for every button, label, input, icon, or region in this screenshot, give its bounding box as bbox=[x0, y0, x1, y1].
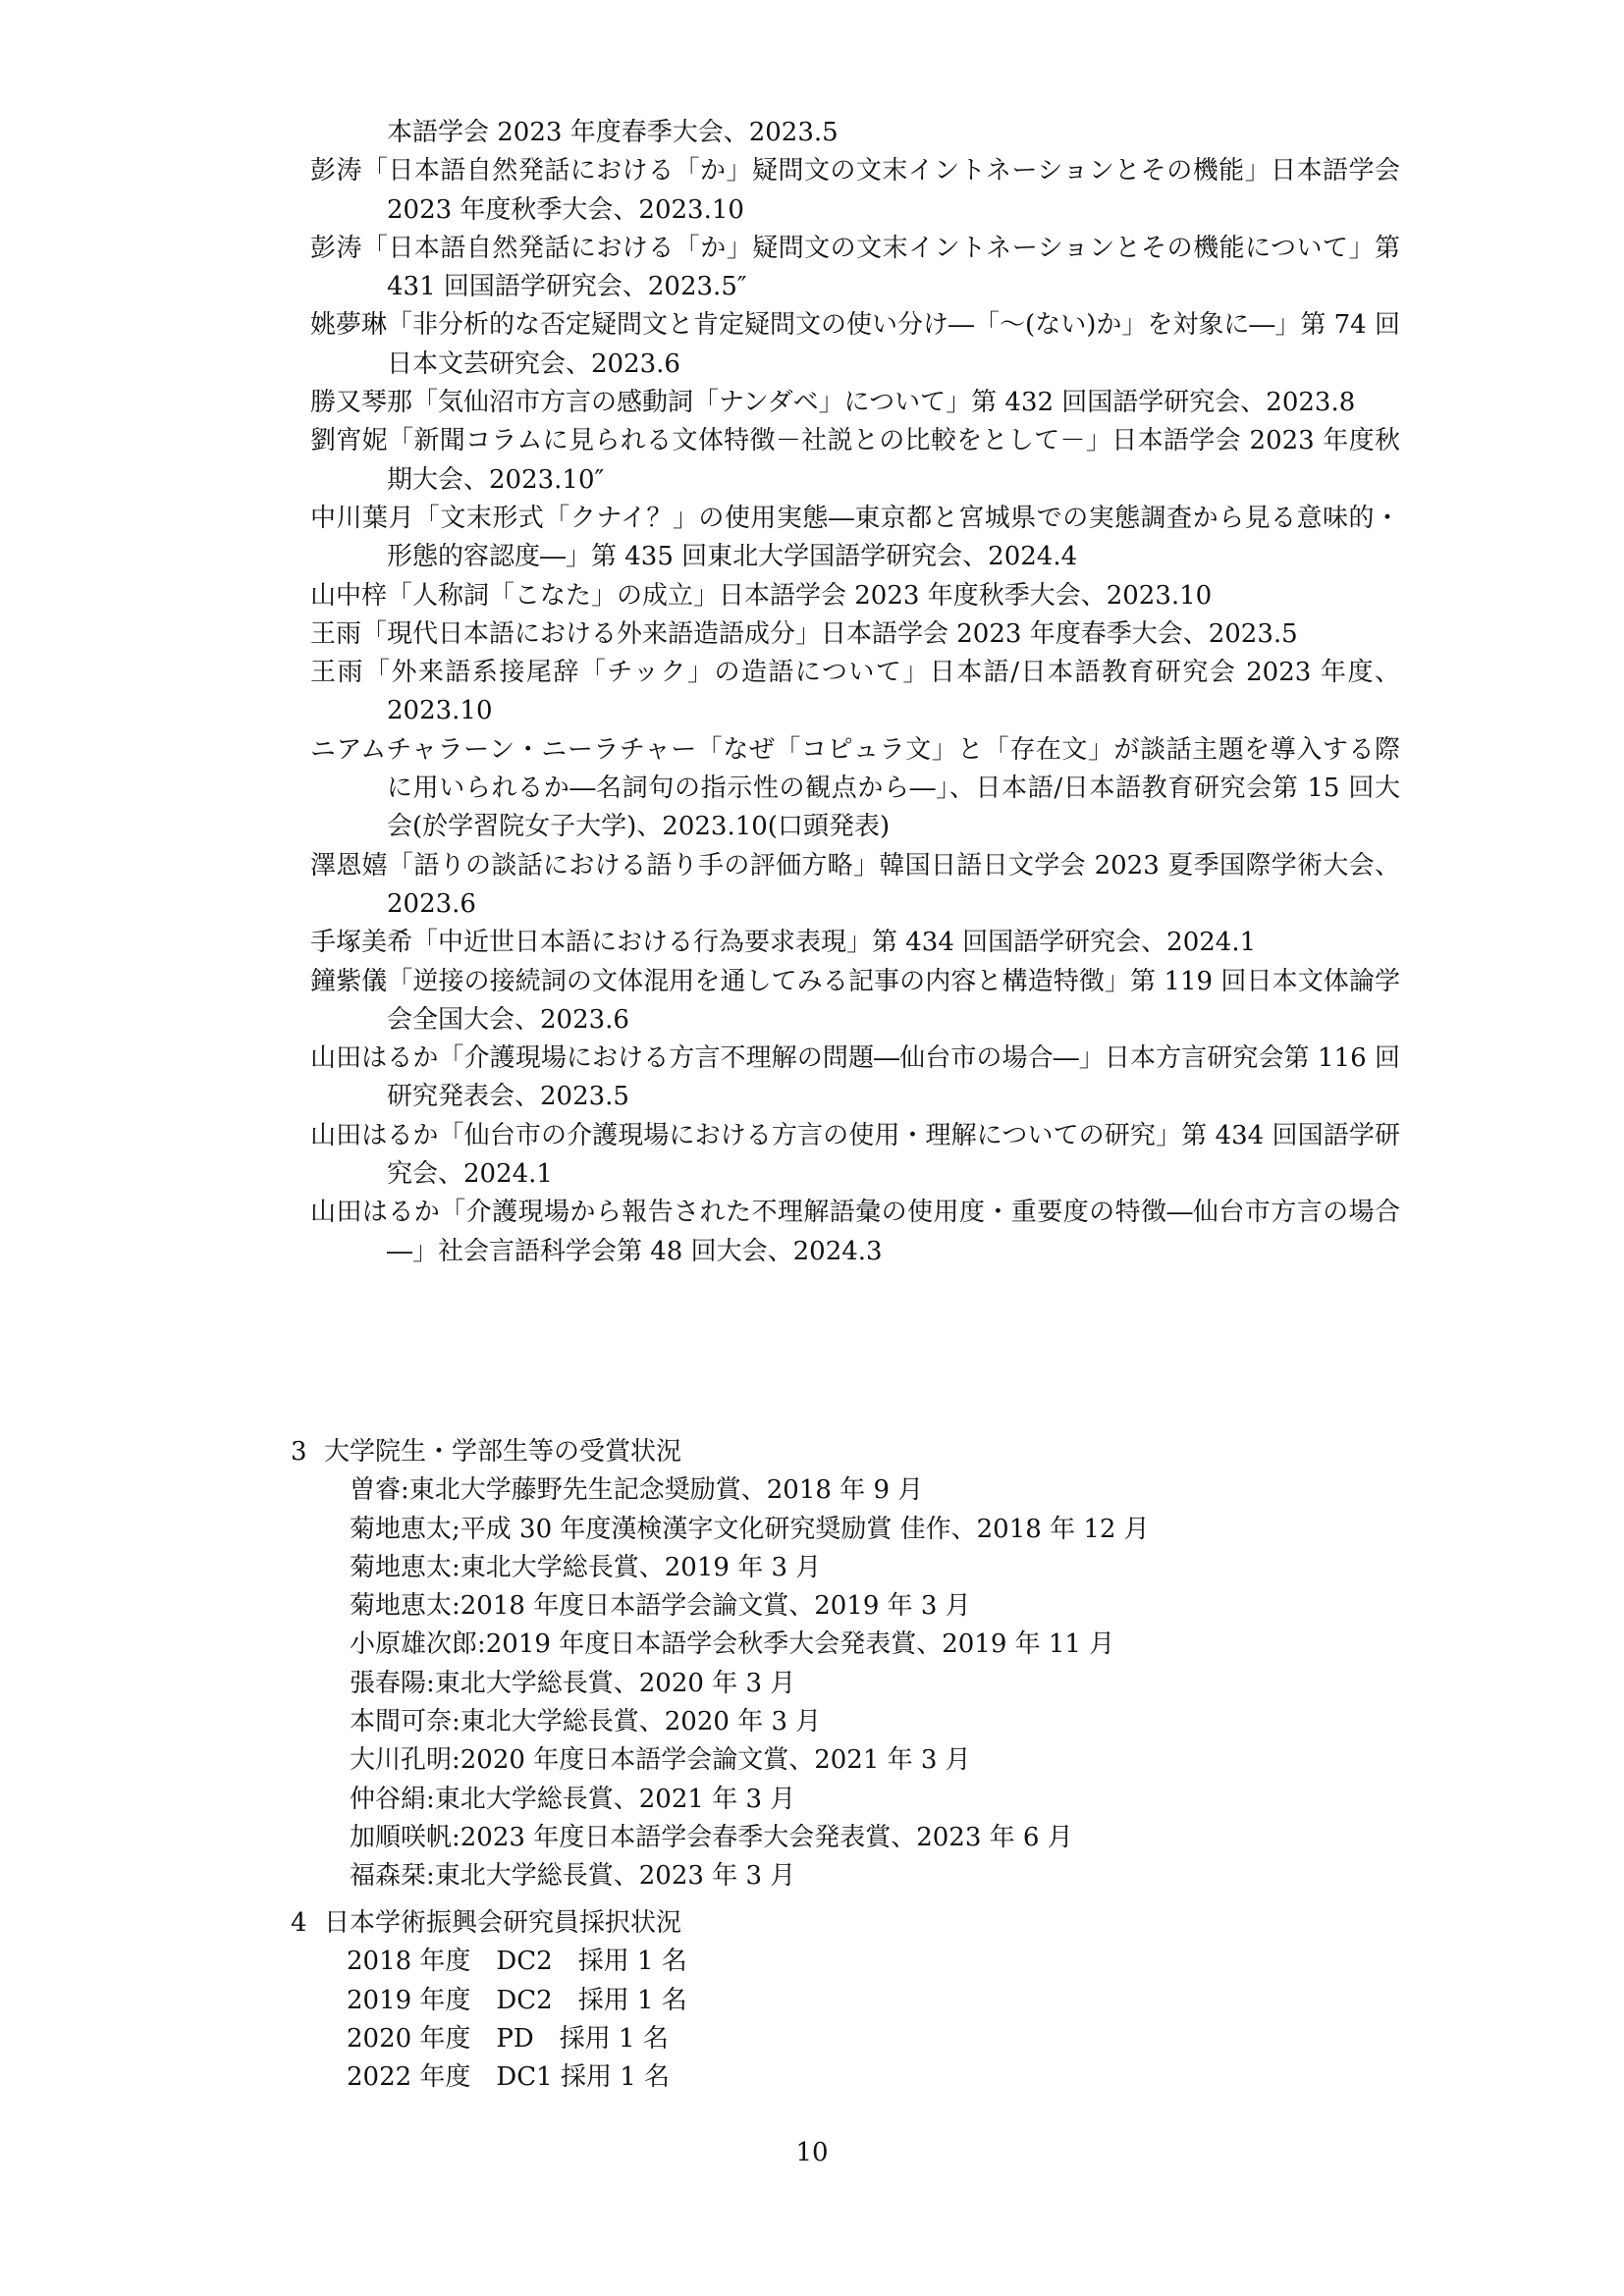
page-number: 10 bbox=[795, 2138, 829, 2167]
presentation-entry: 山中梓「人称詞「こなた」の成立」日本語学会 2023 年度秋季大会、2023.10 bbox=[310, 580, 1213, 611]
award-item: 加順咲帆:2023 年度日本語学会春季大会発表賞、2023 年 6 月 bbox=[350, 1822, 1073, 1852]
presentation-entry: 山田はるか「仙台市の介護現場における方言の使用・理解についての研究」第 434 回国語学研究会、2024.1 bbox=[310, 1120, 1400, 1190]
presentation-entry: 王雨「外来語系接尾辞「チック」の造語について」日本語/日本語教育研究会 2023 年度、2023.10 bbox=[310, 658, 1400, 726]
fellowship-item: 2018 年度 DC2 採用 1 名 bbox=[347, 1947, 687, 1977]
award-item: 菊地恵太;平成 30 年度漢検漢字文化研究奨励賞 佳作、2018 年 12 月 bbox=[350, 1514, 1150, 1544]
presentation-entry: 王雨「現代日本語における外来語造語成分」日本語学会 2023 年度春季大会、2023.5 bbox=[310, 618, 1298, 649]
awards-section bbox=[291, 1433, 1150, 1896]
section-title: 日本学術振興会研究員採択状況 bbox=[324, 1908, 682, 1938]
section-heading bbox=[291, 1904, 687, 1943]
award-item: 菊地恵太:2018 年度日本語学会論文賞、2019 年 3 月 bbox=[350, 1591, 971, 1622]
presentation-entry: 姚夢琳「非分析的な否定疑問文と肯定疑問文の使い分け―「～(ない)か」を対象に―」第 74 回日本文芸研究会、2023.6 bbox=[310, 310, 1400, 379]
presentation-entry: 鐘紫儀「逆接の接続詞の文体混用を通してみる記事の内容と構造特徴」第 119 回日本文体論学会全国大会、2023.6 bbox=[310, 966, 1400, 1035]
presentation-entry: 彭涛「日本語自然発話における「か」疑問文の文末イントネーションとその機能」日本語学会 2023 年度秋季大会、2023.10 bbox=[310, 156, 1400, 225]
presentation-entry: 山田はるか「介護現場から報告された不理解語彙の使用度・重要度の特徴―仙台市方言の場合―」社会言語科学会第 48 回大会、2024.3 bbox=[310, 1198, 1400, 1266]
presentation-entry: 中川葉月「文末形式「クナイ？」の使用実態―東京都と宮城県での実態調査から見る意味的・形態的容認度―」第 435 回東北大学国語学研究会、2024.4 bbox=[310, 503, 1400, 572]
section-title: 大学院生・学部生等の受賞状況 bbox=[324, 1437, 682, 1467]
presentation-entry: 劉宵妮「新聞コラムに見られる文体特徴－社説との比較をとして－」日本語学会 2023 年度秋期大会、2023.10″ bbox=[310, 426, 1400, 495]
presentation-entry: 勝又琴那「気仙沼市方言の感動詞「ナンダベ」について」第 432 回国語学研究会、2023.8 bbox=[310, 388, 1356, 418]
presentation-entry: 本語学会 2023 年度春季大会、2023.5 bbox=[387, 118, 839, 147]
fellowship-item: 2020 年度 PD 採用 1 名 bbox=[347, 2023, 669, 2054]
award-item: 張春陽:東北大学総長賞、2020 年 3 月 bbox=[350, 1668, 796, 1698]
section-number: 3 bbox=[291, 1437, 307, 1467]
award-item: 曽睿:東北大学藤野先生記念奨励賞、2018 年 9 月 bbox=[350, 1475, 924, 1506]
presentation-entry: 手塚美希「中近世日本語における行為要求表現」第 434 回国語学研究会、2024.1 bbox=[310, 928, 1257, 958]
presentation-list bbox=[310, 114, 1400, 1271]
award-item: 本間可奈:東北大学総長賞、2020 年 3 月 bbox=[350, 1707, 822, 1737]
fellowship-item: 2022 年度 DC1 採用 1 名 bbox=[347, 2062, 671, 2093]
award-item: 仲谷絹:東北大学総長賞、2021 年 3 月 bbox=[350, 1784, 796, 1814]
fellowship-item: 2019 年度 DC2 採用 1 名 bbox=[347, 1985, 687, 2015]
presentation-entry: 彭涛「日本語自然発話における「か」疑問文の文末イントネーションとその機能について」第 431 回国語学研究会、2023.5″ bbox=[310, 233, 1400, 302]
award-item: 大川孔明:2020 年度日本語学会論文賞、2021 年 3 月 bbox=[350, 1745, 971, 1776]
presentation-entry: 山田はるか「介護現場における方言不理解の問題―仙台市の場合―」日本方言研究会第 116 回研究発表会、2023.5 bbox=[310, 1043, 1400, 1112]
section-number: 4 bbox=[291, 1908, 307, 1938]
award-item: 小原雄次郎:2019 年度日本語学会秋季大会発表賞、2019 年 11 月 bbox=[350, 1629, 1115, 1660]
presentation-entry: ニアムチャラーン・ニーラチャー「なぜ「コピュラ文」と「存在文」が談話主題を導入する際に用いられるか―名詞句の指示性の観点から―」、日本語/日本語教育研究会第 15 回大会(於学習院女子大学)、2023.10(口頭発表) bbox=[310, 734, 1400, 842]
jsps-section bbox=[291, 1904, 687, 2097]
award-list bbox=[291, 1471, 1150, 1896]
award-item: 福森栞:東北大学総長賞、2023 年 3 月 bbox=[350, 1861, 796, 1892]
award-item: 菊地恵太:東北大学総長賞、2019 年 3 月 bbox=[350, 1552, 822, 1582]
section-heading bbox=[291, 1433, 1150, 1471]
presentation-entry: 澤恩嬉「語りの談話における語り手の評価方略」韓国日語日文学会 2023 夏季国際学術大会、2023.6 bbox=[310, 850, 1400, 919]
fellowship-list bbox=[291, 1943, 687, 2097]
